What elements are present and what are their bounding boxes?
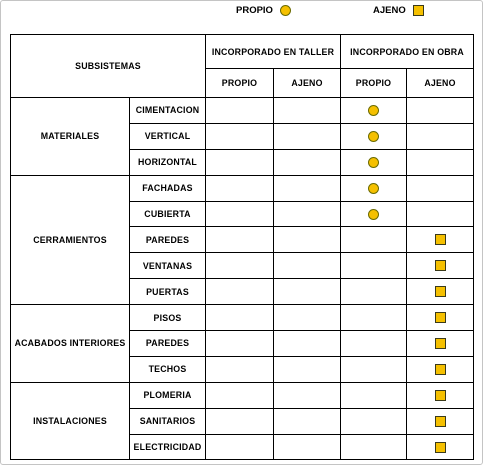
cell-taller-propio bbox=[206, 331, 274, 357]
cell-taller-ajeno bbox=[274, 123, 341, 149]
subsystem-label: PAREDES bbox=[130, 227, 206, 253]
circle-mark-icon bbox=[368, 131, 379, 142]
circle-symbol-icon bbox=[280, 5, 291, 16]
cell-taller-ajeno bbox=[274, 356, 341, 382]
square-mark-icon bbox=[435, 390, 446, 401]
subsystem-label: VENTANAS bbox=[130, 253, 206, 279]
cell-taller-ajeno bbox=[274, 149, 341, 175]
cell-taller-ajeno bbox=[274, 305, 341, 331]
circle-mark-icon bbox=[368, 105, 379, 116]
legend-ajeno-label: AJENO bbox=[373, 5, 406, 16]
square-mark-icon bbox=[435, 416, 446, 427]
subsystem-label: FACHADAS bbox=[130, 175, 206, 201]
header-obra-ajeno: AJENO bbox=[407, 69, 474, 98]
cell-obra-ajeno bbox=[407, 408, 474, 434]
cell-obra-ajeno bbox=[407, 305, 474, 331]
square-mark-icon bbox=[435, 286, 446, 297]
cell-obra-propio bbox=[341, 149, 407, 175]
square-mark-icon bbox=[435, 338, 446, 349]
table-row bbox=[11, 305, 474, 331]
cell-taller-ajeno bbox=[274, 331, 341, 357]
cell-obra-propio bbox=[341, 175, 407, 201]
header-taller-ajeno: AJENO bbox=[274, 69, 341, 98]
subsystem-label: VERTICAL bbox=[130, 123, 206, 149]
cell-obra-ajeno bbox=[407, 201, 474, 227]
cell-taller-propio bbox=[206, 382, 274, 408]
cell-obra-ajeno bbox=[407, 175, 474, 201]
cell-obra-propio bbox=[341, 408, 407, 434]
legend-propio-label: PROPIO bbox=[236, 5, 273, 16]
cell-obra-ajeno bbox=[407, 149, 474, 175]
table-row bbox=[11, 175, 474, 201]
table-row bbox=[11, 382, 474, 408]
cell-obra-propio bbox=[341, 305, 407, 331]
cell-obra-ajeno bbox=[407, 227, 474, 253]
cell-taller-ajeno bbox=[274, 434, 341, 460]
cell-obra-ajeno bbox=[407, 382, 474, 408]
cell-taller-propio bbox=[206, 175, 274, 201]
group-label: ACABADOS INTERIORES bbox=[11, 305, 130, 383]
subsystem-label: TECHOS bbox=[130, 356, 206, 382]
cell-obra-ajeno bbox=[407, 279, 474, 305]
cell-obra-propio bbox=[341, 123, 407, 149]
cell-taller-ajeno bbox=[274, 227, 341, 253]
header-incorporado-obra: INCORPORADO EN OBRA bbox=[341, 35, 474, 69]
cell-obra-ajeno bbox=[407, 123, 474, 149]
cell-taller-propio bbox=[206, 434, 274, 460]
cell-obra-propio bbox=[341, 356, 407, 382]
cell-obra-ajeno bbox=[407, 331, 474, 357]
cell-obra-propio bbox=[341, 98, 407, 124]
circle-mark-icon bbox=[368, 183, 379, 194]
cell-taller-ajeno bbox=[274, 253, 341, 279]
cell-taller-ajeno bbox=[274, 408, 341, 434]
subsystem-label: PISOS bbox=[130, 305, 206, 331]
subsystems-table bbox=[10, 34, 474, 460]
header-subsistemas: SUBSISTEMAS bbox=[11, 35, 206, 98]
cell-taller-ajeno bbox=[274, 175, 341, 201]
square-mark-icon bbox=[435, 312, 446, 323]
cell-taller-propio bbox=[206, 227, 274, 253]
square-mark-icon bbox=[435, 234, 446, 245]
cell-obra-ajeno bbox=[407, 253, 474, 279]
group-label: MATERIALES bbox=[11, 98, 130, 176]
cell-taller-propio bbox=[206, 253, 274, 279]
cell-taller-propio bbox=[206, 408, 274, 434]
square-mark-icon bbox=[435, 442, 446, 453]
circle-mark-icon bbox=[368, 209, 379, 220]
cell-obra-propio bbox=[341, 434, 407, 460]
cell-taller-ajeno bbox=[274, 382, 341, 408]
cell-obra-propio bbox=[341, 253, 407, 279]
group-label: CERRAMIENTOS bbox=[11, 175, 130, 304]
cell-taller-propio bbox=[206, 149, 274, 175]
square-mark-icon bbox=[435, 260, 446, 271]
cell-taller-propio bbox=[206, 123, 274, 149]
subsystem-label: PUERTAS bbox=[130, 279, 206, 305]
subsystem-label: SANITARIOS bbox=[130, 408, 206, 434]
cell-obra-propio bbox=[341, 227, 407, 253]
cell-obra-ajeno bbox=[407, 356, 474, 382]
subsystem-label: HORIZONTAL bbox=[130, 149, 206, 175]
cell-taller-propio bbox=[206, 98, 274, 124]
cell-taller-propio bbox=[206, 279, 274, 305]
square-symbol-icon bbox=[413, 5, 424, 16]
subsystem-label: CIMENTACION bbox=[130, 98, 206, 124]
cell-taller-propio bbox=[206, 201, 274, 227]
cell-obra-propio bbox=[341, 382, 407, 408]
cell-taller-ajeno bbox=[274, 201, 341, 227]
header-taller-propio: PROPIO bbox=[206, 69, 274, 98]
subsystem-label: ELECTRICIDAD bbox=[130, 434, 206, 460]
cell-taller-propio bbox=[206, 356, 274, 382]
cell-obra-propio bbox=[341, 279, 407, 305]
cell-taller-ajeno bbox=[274, 98, 341, 124]
circle-mark-icon bbox=[368, 157, 379, 168]
subsystem-label: CUBIERTA bbox=[130, 201, 206, 227]
legend-ajeno bbox=[373, 5, 424, 16]
cell-taller-propio bbox=[206, 305, 274, 331]
subsystem-label: PAREDES bbox=[130, 331, 206, 357]
subsystem-label: PLOMERIA bbox=[130, 382, 206, 408]
group-label: INSTALACIONES bbox=[11, 382, 130, 460]
header-incorporado-taller: INCORPORADO EN TALLER bbox=[206, 35, 341, 69]
table-row bbox=[11, 98, 474, 124]
cell-taller-ajeno bbox=[274, 279, 341, 305]
cell-obra-propio bbox=[341, 201, 407, 227]
legend-propio bbox=[236, 5, 291, 16]
cell-obra-propio bbox=[341, 331, 407, 357]
square-mark-icon bbox=[435, 364, 446, 375]
cell-obra-ajeno bbox=[407, 98, 474, 124]
cell-obra-ajeno bbox=[407, 434, 474, 460]
header-obra-propio: PROPIO bbox=[341, 69, 407, 98]
